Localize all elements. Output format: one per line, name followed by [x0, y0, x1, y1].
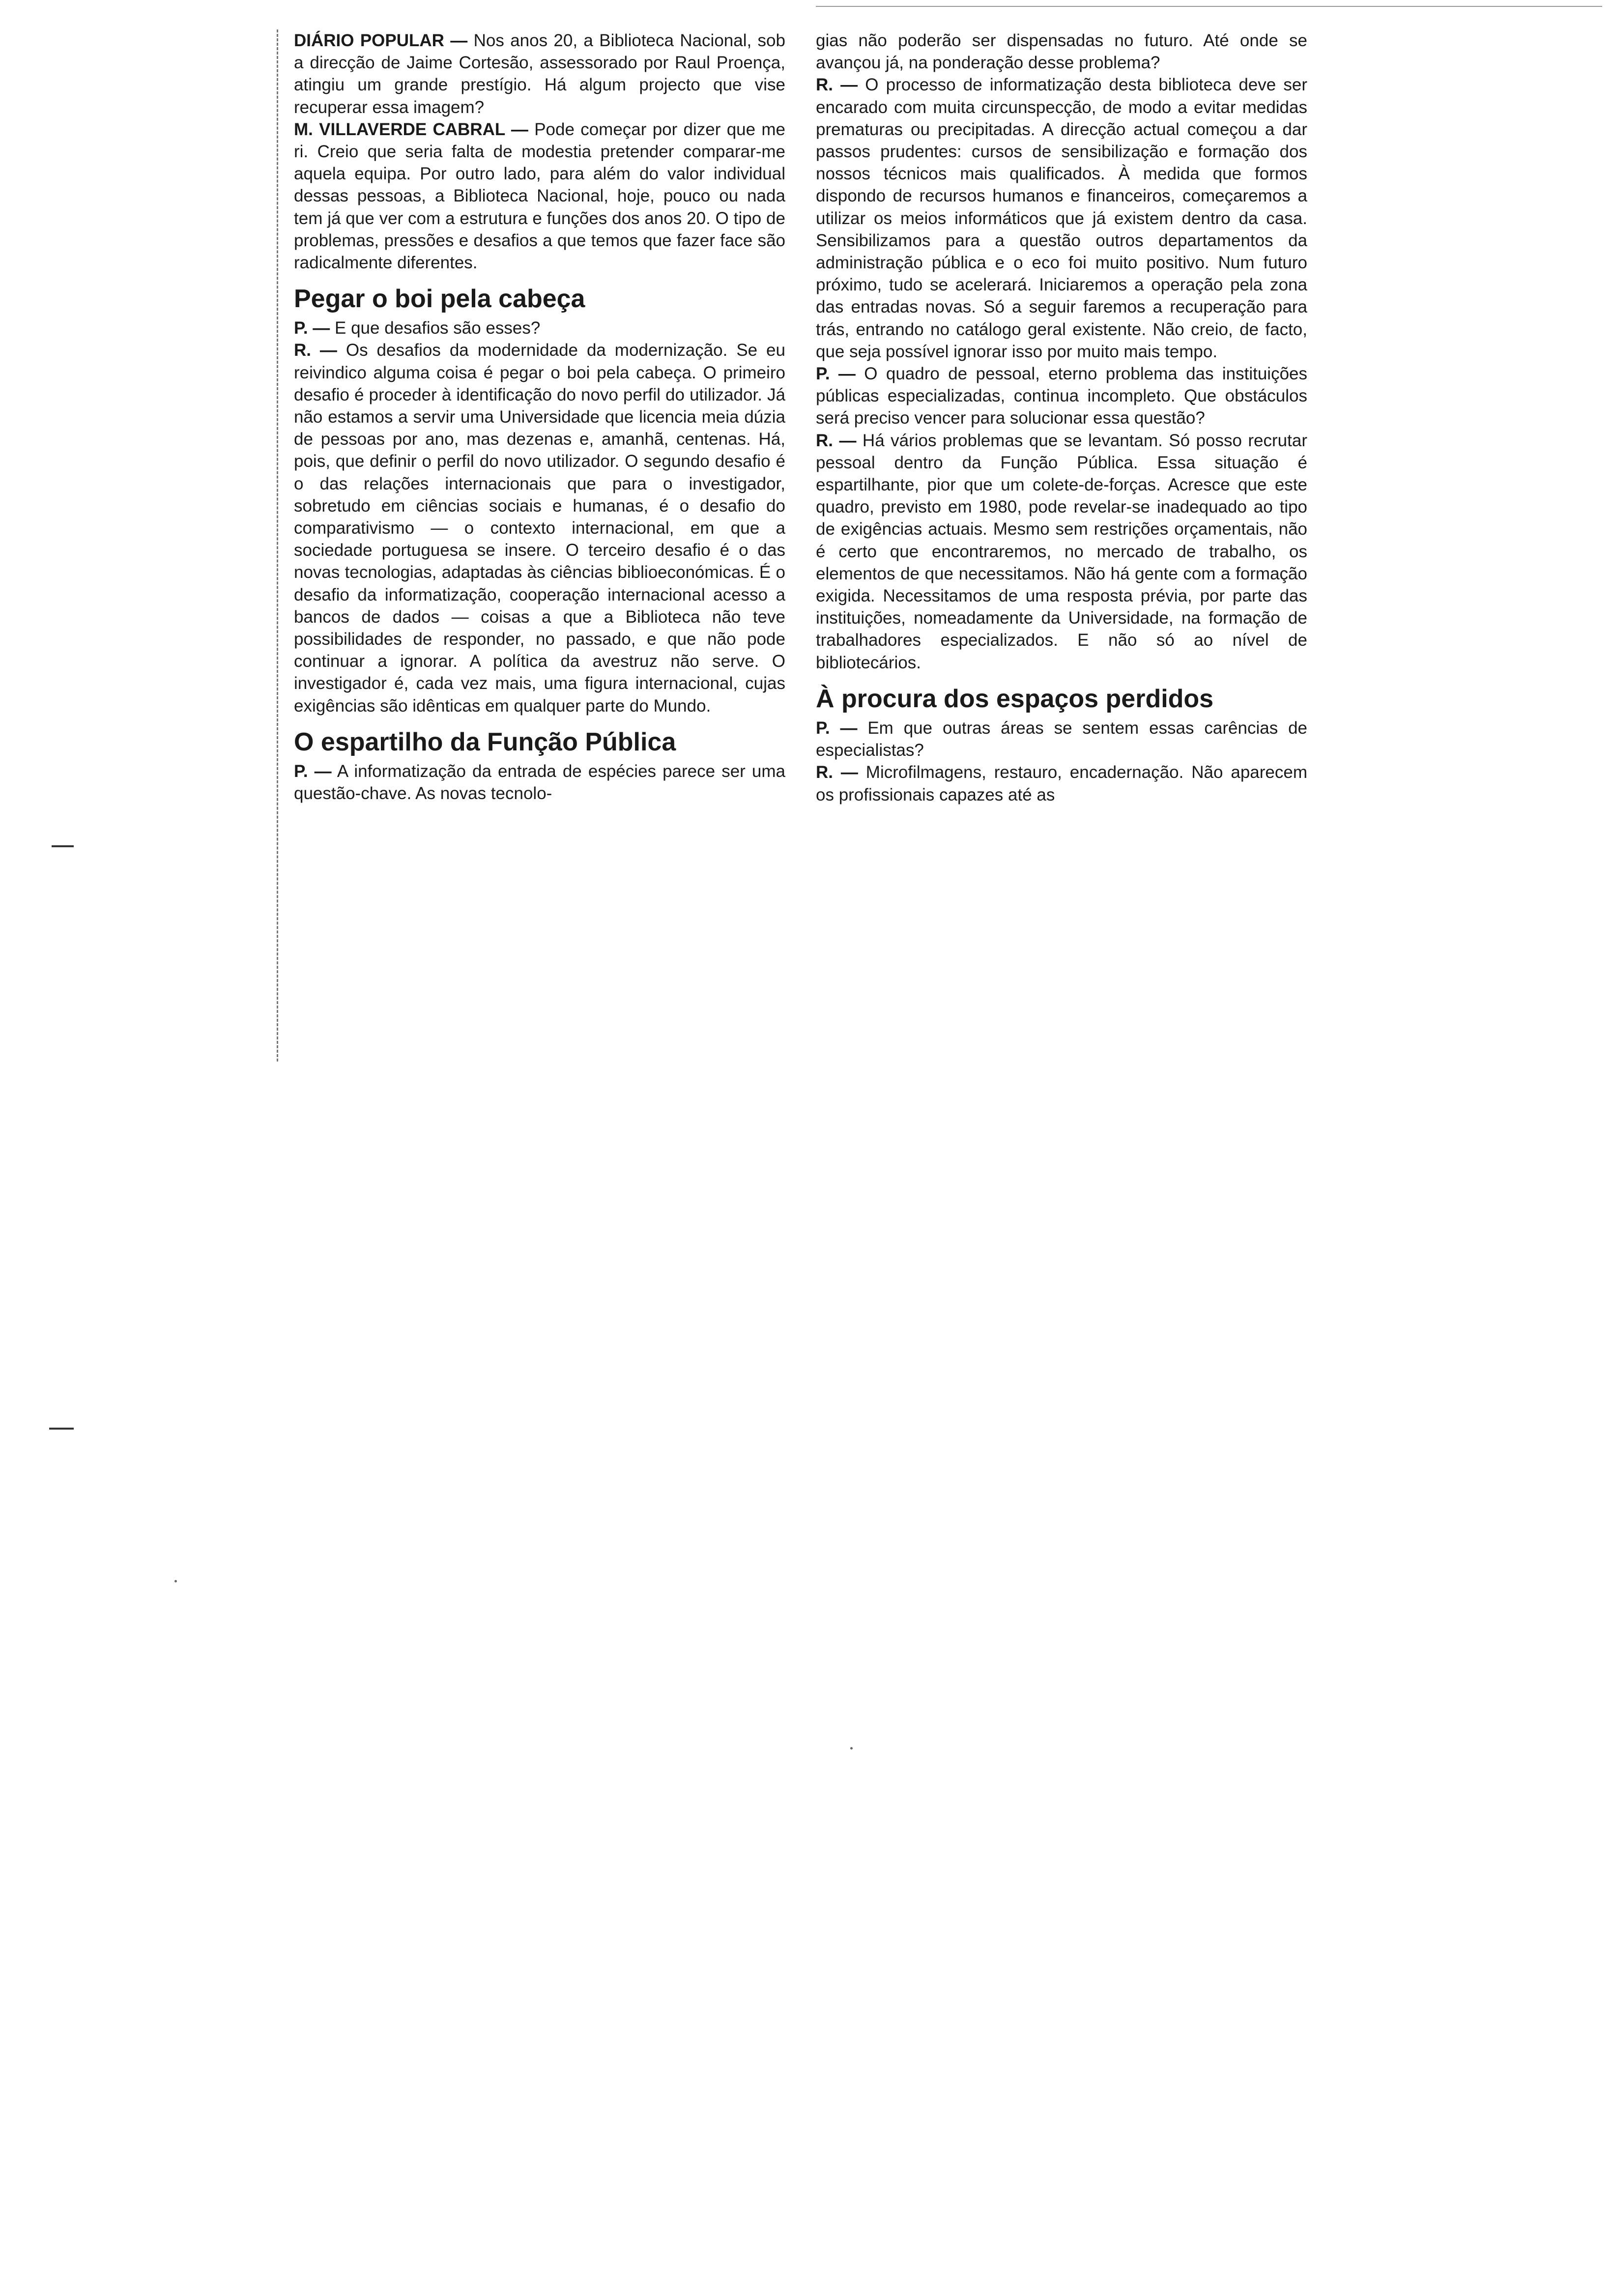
- answer-paragraph: R. — Microfilmagens, restauro, encadernação. Não aparecem os profissionais capazes até as: [816, 763, 1307, 804]
- scan-speck: [850, 1747, 853, 1750]
- scan-speck: [174, 1580, 177, 1582]
- scan-mark: [52, 845, 74, 847]
- section-heading-procura-espacos: À procura dos espaços perdidos: [816, 684, 1214, 713]
- question-paragraph: P. — A informatização da entrada de espécies parece ser uma questão-chave. As novas tecnolo-: [294, 761, 786, 804]
- question-paragraph: P. — Em que outras áreas se sentem essas carências de especialistas?: [816, 718, 1308, 760]
- section-heading-pegar-o-boi: Pegar o boi pela cabeça: [294, 285, 585, 314]
- speaker-label: M. VILLAVERDE CABRAL —: [294, 119, 528, 139]
- answer-paragraph: R. — Há vários problemas que se levantam. Só posso recrutar pessoal dentro da Função Pública. Essa situação é espartilhante, pior que um colete-de-forças. Acresce que este quadro, previsto em 1980, pode revelar-se inadequado ao tipo de exigências actuais. Mesmo sem restrições orçamentais, não é certo que encontraremos, no mercado de trabalho, os elementos de que necessitamos. Não há gente com a formação exigida. Necessitamos de uma resposta prévia, por parte das instituições, nomeadamente da Universidade, na formação de trabalhadores especializados. E não só ao nível de bibliotecários.: [816, 430, 1307, 672]
- intro-answer: M. VILLAVERDE CABRAL — Pode começar por dizer que me ri. Creio que seria falta de modestia pretender comparar-me aquela equipa. Por outro lado, para além do valor individual dessas pessoas, a Biblioteca Nacional, hoje, pouco ou nada tem já que ver com a estrutura e funções dos anos 20. O tipo de problemas, pressões e desafios a que temos que fazer face são radicalmente diferentes.: [294, 119, 785, 273]
- article-column-right: [816, 29, 1307, 806]
- question-paragraph: P. — O quadro de pessoal, eterno problema das instituições públicas especializadas, continua incompleto. Que obstáculos será preciso vencer para solucionar essa questão?: [816, 364, 1308, 428]
- scan-mark: [49, 1428, 74, 1430]
- intro-question: DIÁRIO POPULAR — Nos anos 20, a Biblioteca Nacional, sob a direcção de Jaime Cortesão, assessorado por Raul Proença, atingiu um grande prestígio. Há algum projecto que vise recuperar essa imagem?: [294, 31, 785, 117]
- answer-paragraph: R. — O processo de informatização desta biblioteca deve ser encarado com muita circunspecção, de modo a evitar medidas prematuras ou precipitadas. A direcção actual começou a dar passos prudentes: cursos de sensibilização e formação dos nossos técnicos mais qualificados. À medida que formos dispondo de recursos humanos e financeiros, começaremos a utilizar os meios informáticos que já existem dentro da casa. Sensibilizamos para a questão outros departamentos da administração pública e o eco foi muito positivo. Num futuro próximo, tudo se acelerará. Iniciaremos a operação pela zona das entradas novas. Só a seguir faremos a recuperação para trás, entrando no catálogo geral existente. Não creio, de facto, que seja possível ignorar isso por muito mais tempo.: [816, 75, 1307, 361]
- section-heading-espartilho: O espartilho da Função Pública: [294, 727, 676, 756]
- answer-paragraph: R. — Os desafios da modernidade da modernização. Se eu reivindico alguma coisa é pegar o boi pela cabeça. O primeiro desafio é proceder à identificação do novo perfil do utilizador. Já não estamos a servir uma Universidade que licencia meia dúzia de pessoas por ano, mas dezenas e, amanhã, centenas. Há, pois, que definir o perfil do novo utilizador. O segundo desafio é o das relações internacionais que para o investigador, sobretudo em ciências sociais e humanas, é o desafio do comparativismo — o contexto internacional, em que a sociedade portuguesa se insere. O terceiro desafio é o das novas tecnologias, adaptadas às ciências biblioeconómicas. É o desafio da informatização, cooperação internacional acesso a bancos de dados — coisas a que a Biblioteca não teve possibilidades de responder, no passado, e que não pode continuar a ignorar. A política da avestruz não serve. O investigador é, cada vez mais, uma figura internacional, cujas exigências são idênticas em qualquer parte do Mundo.: [294, 341, 785, 716]
- column-margin-rule: [277, 29, 280, 1062]
- speaker-label: DIÁRIO POPULAR —: [294, 31, 468, 50]
- continued-question: gias não poderão ser dispensadas no futuro. Até onde se avançou já, na ponderação desse problema?: [816, 31, 1307, 73]
- article-column-left: [294, 29, 785, 804]
- scan-top-edge-line: [816, 6, 1602, 7]
- question-paragraph: P. — E que desafios são esses?: [294, 318, 541, 338]
